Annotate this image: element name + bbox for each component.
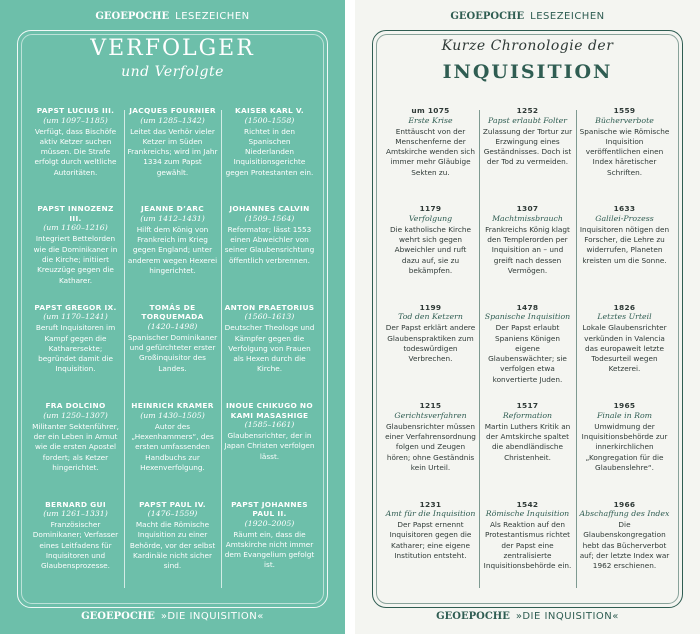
person-name: PAPST INNOZENZ III.: [37, 204, 114, 223]
timeline-grid: [382, 103, 673, 595]
event-year: 1199: [419, 302, 442, 312]
person-description: Deutscher Theologe und Kämpfer gegen die Verfolgung von Frauen als Hexen durch die Kirche.: [224, 323, 315, 374]
event-description: Frankreichs König klagt den Templerorden per Inquisition an – und greift nach dessen Vermögen.: [485, 224, 570, 276]
event-title: Abschaffung des Index: [579, 509, 670, 519]
person-dates: (1476–1559): [147, 509, 198, 519]
person-description: Macht die Römische Inquisition zu einer Behörde, vor der selbst Kardinäle nicht sicher sind.: [129, 520, 216, 571]
person-dates: (1920–2005): [244, 518, 295, 528]
page-title: INQUISITION: [442, 61, 613, 83]
timeline-entry: [576, 300, 673, 398]
person-description: Autor des „Hexenhammers“, des ersten umfassenden Handbuchs zur Hexenverfolgung.: [131, 421, 214, 472]
event-description: Der Papst erklärt andere Glaubenspraktiken zum todeswürdigen Verbrechen.: [385, 323, 476, 364]
bookmark-persecutors: [0, 0, 345, 634]
event-description: Der Papst erlaubt Spaniens Königen eigene Glaubenswächter; sie verfolgen etwa konvertierte Juden.: [488, 323, 567, 384]
event-year: 1517: [516, 401, 539, 411]
person-dates: (um 1430–1505): [140, 410, 205, 420]
magazine-logo: GEOEPOCHE: [81, 611, 155, 622]
person-description: Reformator; lässt 1553 einen Abweichler von seiner Glaubensrichtung öffentlich verbrennen.: [224, 224, 315, 265]
event-description: Die katholische Kirche wehrt sich gegen Abweichler und ruft dazu auf, sie zu bekämpfen.: [389, 224, 472, 276]
person-description: Richtet in den Spanischen Niederlanden Inquisitionsgerichte gegen Protestanten ein.: [225, 126, 314, 177]
person-description: Integriert Bettelorden wie die Dominikaner in die Kirche; initiiert Kreuzzüge gegen die Katharer.: [33, 234, 118, 285]
brand-footer: [0, 611, 345, 622]
person-name: PAPST LUCIUS III.: [36, 106, 115, 115]
event-title: Tod den Ketzern: [398, 312, 463, 322]
event-title: Erste Krise: [408, 115, 453, 125]
issue-title: »DIE INQUISITION«: [160, 611, 264, 622]
person-dates: (um 1412–1431): [140, 213, 205, 223]
person-description: Räumt ein, dass die Amtskirche nicht immer dem Evangelium gefolgt ist.: [224, 529, 315, 570]
event-year: 1542: [516, 499, 539, 509]
person-entry: [27, 201, 124, 299]
magazine-logo: GEOEPOCHE: [450, 11, 525, 22]
person-entry: [124, 497, 221, 595]
event-year: 1826: [613, 302, 636, 312]
person-name: PAPST JOHANNES PAUL II.: [231, 499, 308, 519]
issue-title: »DIE INQUISITION«: [515, 611, 619, 622]
event-title: Papst erlaubt Folter: [488, 115, 567, 125]
timeline-entry: [479, 300, 576, 398]
event-year: 1633: [613, 204, 636, 214]
event-description: Enttäuscht von der Menschenferne der Amtskirche wenden sich immer mehr Gläubige Sekten zu.: [386, 126, 475, 177]
event-year: um 1075: [411, 106, 450, 115]
event-title: Bücherverbote: [595, 115, 654, 125]
event-description: Als Reaktion auf den Protestantismus richtet der Papst eine zentralisierte Inquisitionsbehörde ein.: [483, 520, 572, 571]
event-year: 1179: [419, 204, 442, 214]
person-dates: (1585–1661): [244, 420, 295, 430]
person-dates: (1500–1558): [244, 115, 295, 125]
person-description: Spanischer Dominikaner und gefürchteter erster Großinquisitor des Landes.: [127, 332, 218, 373]
event-description: Zulassung der Tortur zur Erzwingung eines Geständnisses. Doch ist der Tod zu vermeiden.: [482, 126, 573, 167]
timeline-entry: [382, 497, 479, 595]
person-dates: (um 1170–1241): [43, 312, 108, 322]
person-name: INOUE CHIKUGO NO KAMI MASASHIGE: [226, 401, 313, 420]
event-title: Galilei-Prozess: [595, 213, 654, 223]
event-title: Letztes Urteil: [597, 312, 652, 322]
timeline-entry: [382, 103, 479, 201]
person-name: PAPST GREGOR IX.: [34, 302, 117, 312]
event-description: Glaubensrichter müssen einer Verfahrensordnung folgen und Zeugen hören; ohne Geständnis kein Urteil.: [385, 421, 476, 472]
brand-header: [355, 11, 700, 22]
person-description: Französischer Dominikaner; Verfasser eines Leitfadens für Inquisitoren und Glaubensprozesse.: [32, 520, 119, 571]
person-dates: (1420–1498): [147, 321, 198, 331]
person-name: ANTON PRAETORIUS: [224, 302, 315, 312]
event-title: Spanische Inquisition: [484, 312, 571, 322]
person-entry: [221, 201, 318, 299]
event-description: Lokale Glaubensrichter verkünden in Valencia das europaweit letzte Todesurteil wegen Ketzerei.: [582, 323, 667, 374]
event-description: Der Papst ernennt Inquisitoren gegen die Katharer; eine eigene Institution entsteht.: [389, 520, 472, 560]
person-entry: [124, 103, 221, 201]
person-name: HEINRICH KRAMER: [131, 401, 214, 411]
persons-grid: [27, 103, 318, 595]
person-dates: (um 1160–1216): [43, 223, 108, 233]
person-name: JACQUES FOURNIER: [129, 106, 216, 115]
person-entry: [27, 497, 124, 595]
timeline-entry: [576, 103, 673, 201]
event-year: 1307: [516, 204, 539, 214]
person-name: JEANNE D’ARC: [141, 204, 204, 214]
person-description: Beruft Inquisitoren im Kampf gegen die Katharersekte; begründet damit die Inquisition.: [35, 323, 116, 374]
timeline-entry: [382, 300, 479, 398]
person-entry: [221, 497, 318, 595]
person-entry: [27, 398, 124, 496]
person-entry: [27, 103, 124, 201]
bookmark-label: LESEZEICHEN: [530, 11, 605, 22]
page-subtitle: Kurze Chronologie der: [441, 38, 614, 54]
person-dates: (um 1261–1331): [43, 509, 108, 519]
event-year: 1215: [419, 401, 442, 411]
person-description: Hilft dem König von Frankreich im Krieg gegen England; unter anderem wegen Hexerei hingerichtet.: [127, 224, 218, 276]
event-year: 1965: [613, 401, 636, 411]
event-year: 1559: [613, 106, 636, 115]
timeline-entry: [576, 398, 673, 496]
event-title: Amt für die Inquisition: [385, 509, 476, 519]
person-dates: (um 1250–1307): [43, 410, 108, 420]
timeline-entry: [479, 103, 576, 201]
event-title: Reformation: [502, 410, 553, 420]
timeline-entry: [382, 398, 479, 496]
person-entry: [124, 398, 221, 496]
timeline-entry: [479, 497, 576, 595]
person-entry: [221, 103, 318, 201]
person-entry: [124, 300, 221, 398]
event-description: Inquisitoren nötigen den Forscher, die Lehre zu widerrufen, Planeten kreisten um die Sonne.: [579, 224, 670, 265]
event-year: 1478: [516, 302, 539, 312]
magazine-logo: GEOEPOCHE: [95, 11, 170, 22]
person-name: PAPST PAUL IV.: [139, 499, 206, 509]
page-subtitle: und Verfolgte: [121, 64, 224, 80]
event-title: Römische Inquisition: [485, 509, 570, 519]
bookmark-chronology: [355, 0, 700, 634]
person-name: TOMÁS DE TORQUEMADA: [141, 302, 204, 322]
person-name: JOHANNES CALVIN: [229, 204, 310, 214]
timeline-entry: [576, 497, 673, 595]
person-name: KAISER KARL V.: [234, 106, 305, 115]
person-entry: [221, 300, 318, 398]
person-entry: [27, 300, 124, 398]
event-description: Die Glaubenskongregation hebt das Bücherverbot auf; der letzte Index war 1962 erschienen.: [579, 520, 670, 571]
timeline-entry: [576, 201, 673, 299]
magazine-logo: GEOEPOCHE: [436, 611, 510, 622]
event-title: Machtmissbrauch: [492, 213, 563, 223]
timeline-entry: [382, 201, 479, 299]
event-description: Spanische wie Römische Inquisition veröffentlichen einen Index häretischer Schriften.: [579, 126, 670, 177]
person-entry: [124, 201, 221, 299]
person-description: Glaubensrichter, der in Japan Christen verfolgen lässt.: [224, 431, 315, 461]
bookmark-label: LESEZEICHEN: [175, 11, 250, 22]
event-description: Umwidmung der Inquisitionsbehörde zur innerkirchlichen „Kongregation für die Glaubenslehre“.: [581, 421, 668, 472]
event-title: Verfolgung: [408, 213, 453, 223]
brand-header: [0, 11, 345, 22]
event-year: 1252: [516, 106, 539, 115]
person-entry: [221, 398, 318, 496]
person-dates: (1560–1613): [244, 312, 295, 322]
person-name: FRA DOLCINO: [45, 401, 106, 411]
person-description: Verfügt, dass Bischöfe aktiv Ketzer suchen müssen. Die Strafe erfolgt durch weltliche Autoritäten.: [34, 126, 117, 177]
event-year: 1966: [613, 499, 636, 509]
event-year: 1231: [419, 499, 442, 509]
timeline-entry: [479, 398, 576, 496]
person-dates: (um 1285–1342): [140, 115, 205, 125]
brand-footer: [355, 611, 700, 622]
person-name: BERNARD GUI: [45, 499, 106, 509]
person-description: Militanter Sektenführer, der ein Leben in Armut wie die ersten Apostel fordert; als Ketzer hingerichtet.: [32, 421, 119, 472]
person-dates: (um 1097–1185): [43, 115, 108, 125]
person-description: Leitet das Verhör vieler Ketzer im Süden Frankreichs; wird im Jahr 1334 zum Papst gewählt.: [127, 126, 218, 177]
timeline-entry: [479, 201, 576, 299]
event-title: Finale in Rom: [596, 410, 653, 420]
event-description: Martin Luthers Kritik an der Amtskirche spaltet die abendländische Christenheit.: [484, 421, 571, 462]
event-title: Gerichtsverfahren: [394, 410, 467, 420]
page-title: VERFOLGER: [90, 36, 255, 61]
person-dates: (1509–1564): [244, 213, 295, 223]
